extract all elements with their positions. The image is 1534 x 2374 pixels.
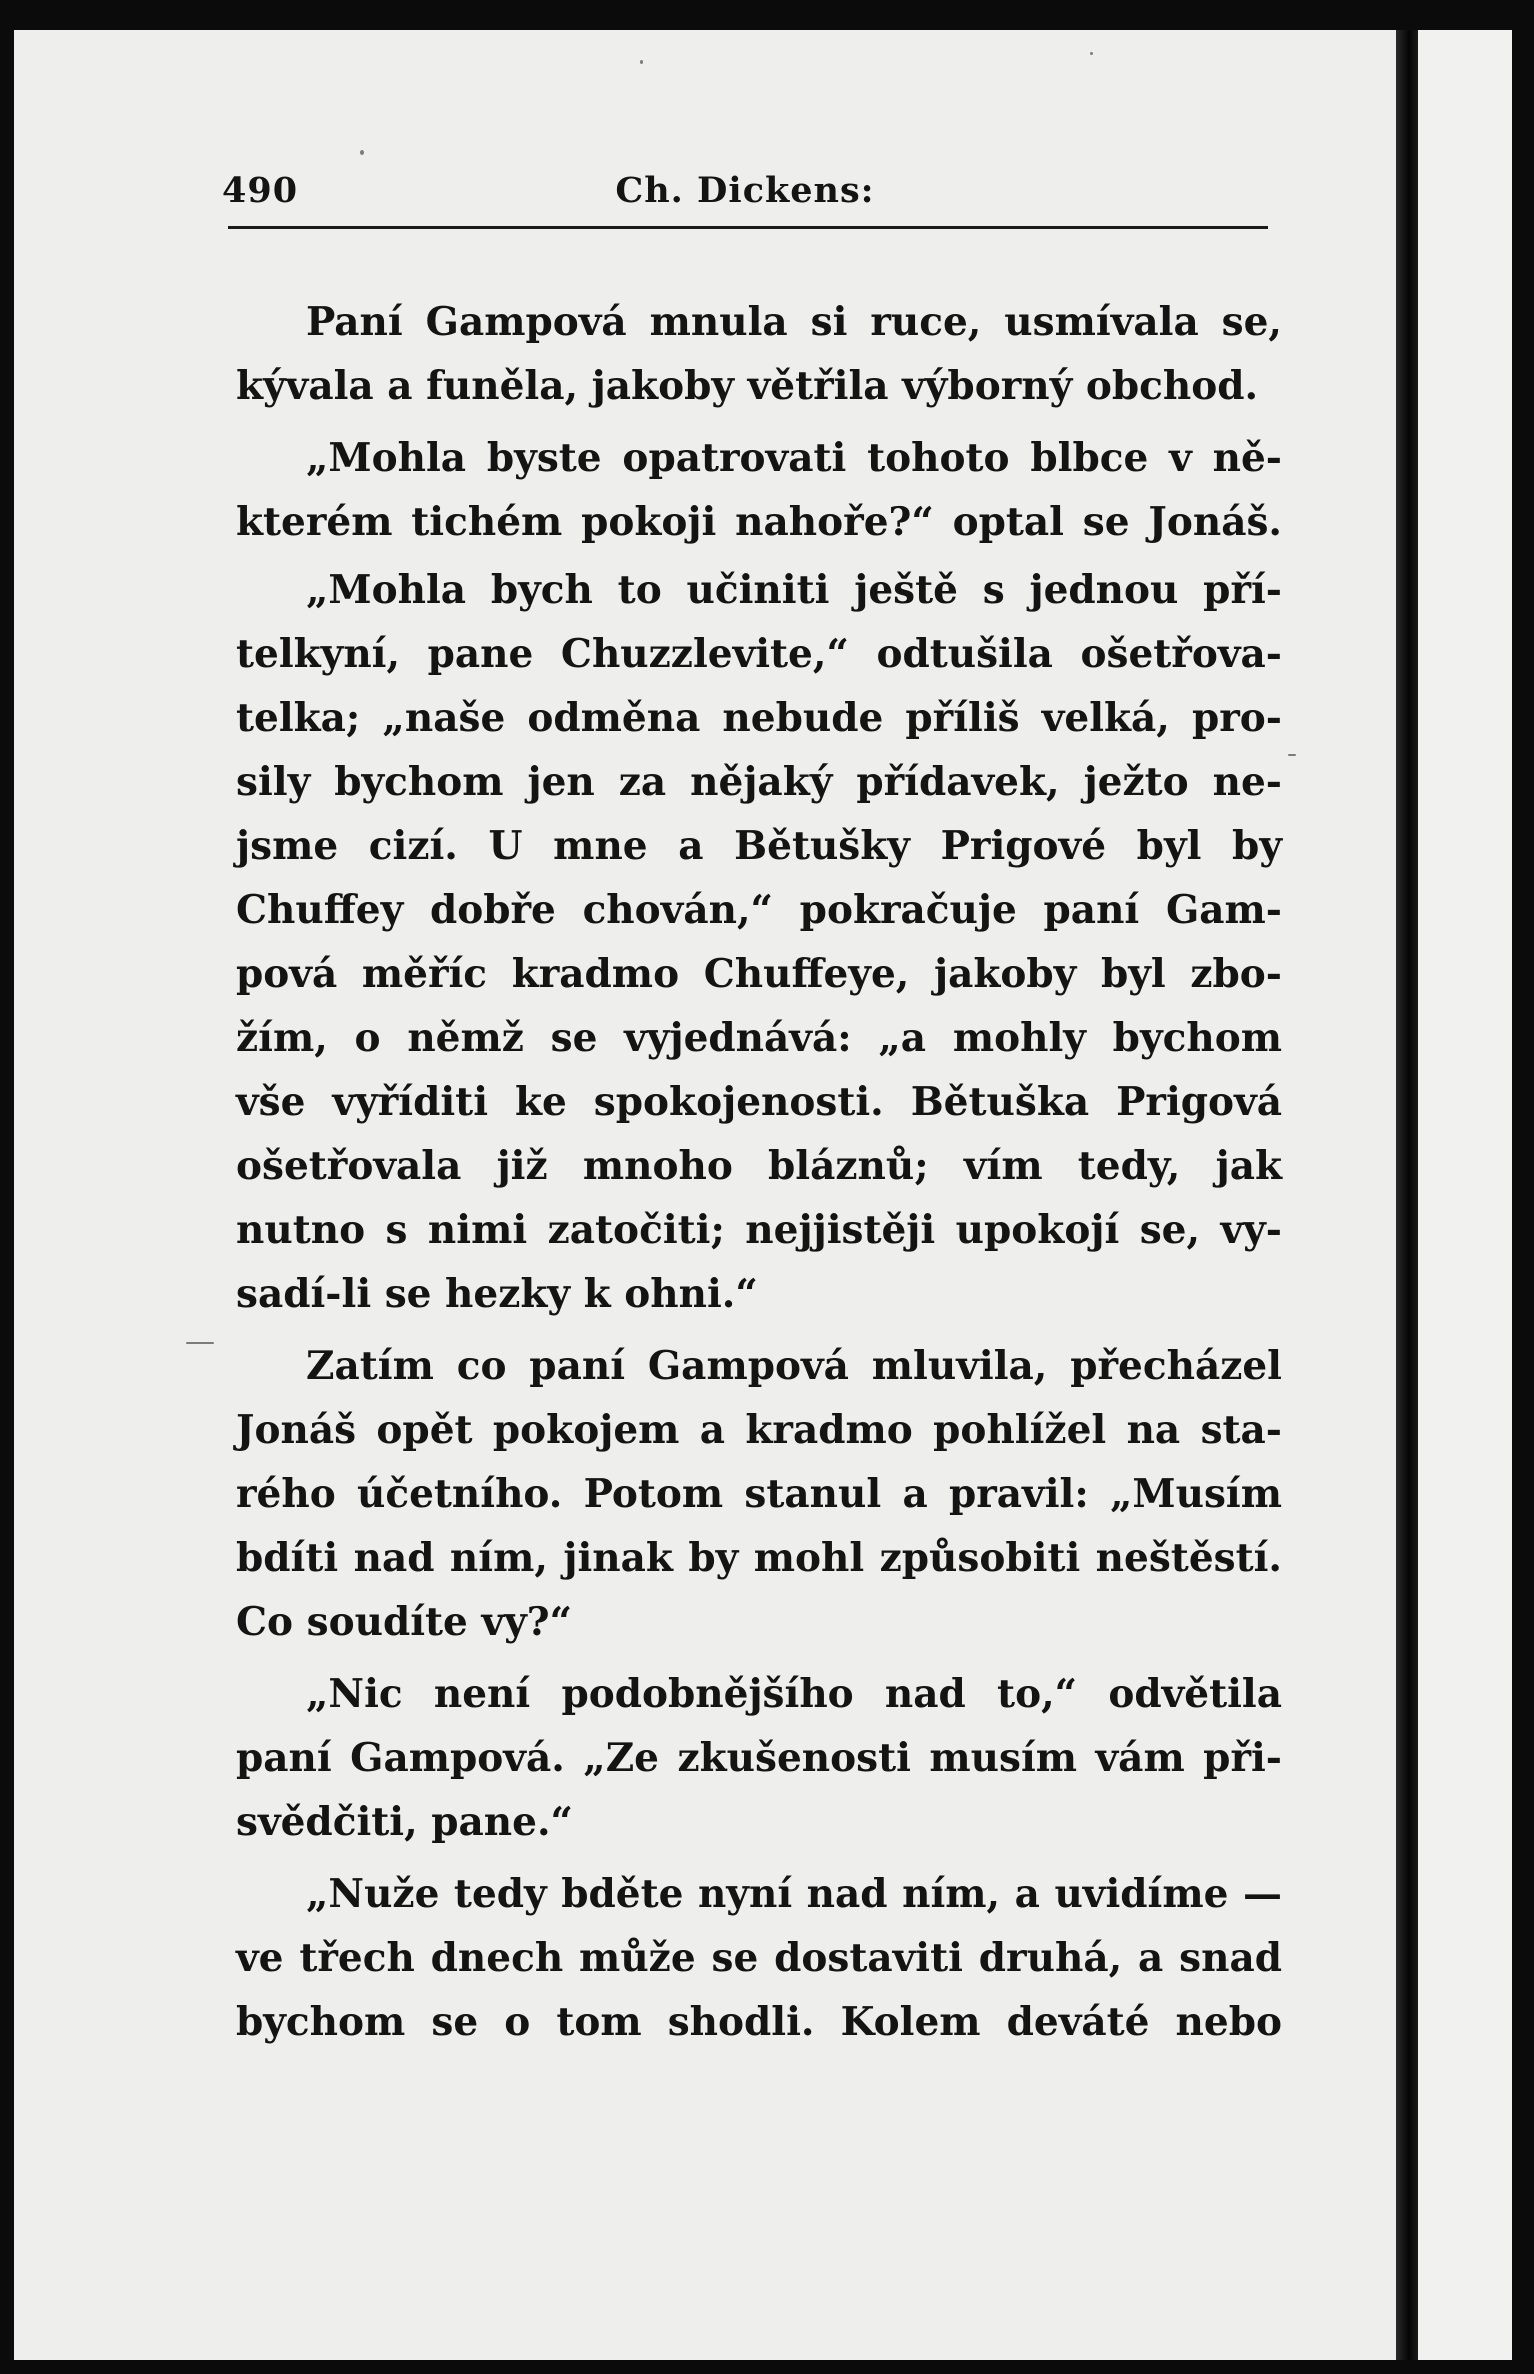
text-line: kývala a funěla, jakoby větřila výborný obchod. <box>236 363 1259 409</box>
text-line: paní Gampová. „Ze zkušenosti musím vám při- <box>236 1735 1282 1781</box>
text-line: žím, o němž se vyjednává: „a mohly bychom <box>236 1015 1282 1061</box>
text-line: jsme cizí. U mne a Bětušky Prigové byl by <box>236 823 1282 869</box>
text-line: sily bychom jen za nějaký přídavek, ježto ne- <box>236 759 1282 805</box>
text-line: „Mohla bych to učiniti ještě s jednou pří- <box>306 567 1282 613</box>
text-line: bychom se o tom shodli. Kolem deváté nebo <box>236 1999 1282 2045</box>
page-header <box>222 170 1268 228</box>
text-line: bdíti nad ním, jinak by mohl způsobiti neštěstí. <box>236 1535 1282 1581</box>
text-line: nutno s nimi zatočiti; nejjistěji upokojí se, vy- <box>236 1207 1282 1253</box>
text-line: Chuffey dobře chován,“ pokračuje paní Gam- <box>236 887 1282 933</box>
text-line: Zatím co paní Gampová mluvila, přecházel <box>306 1343 1282 1389</box>
text-line: rého účetního. Potom stanul a pravil: „Musím <box>236 1471 1282 1517</box>
text-line: vše vyříditi ke spokojenosti. Bětuška Prigová <box>236 1079 1282 1125</box>
text-line: svědčiti, pane.“ <box>236 1799 573 1845</box>
text-line: telka; „naše odměna nebude příliš velká, pro- <box>236 695 1282 741</box>
paper-speck <box>186 1342 214 1344</box>
paper-speck <box>1288 754 1296 756</box>
paper-speck <box>640 60 643 64</box>
text-line: kterém tichém pokoji nahoře?“ optal se Jonáš. <box>236 499 1282 545</box>
text-line: telkyní, pane Chuzzlevite,“ odtušila ošetřova- <box>236 631 1282 677</box>
paper-speck <box>1090 52 1093 55</box>
book-spine-shadow <box>1396 30 1418 2360</box>
header-rule <box>228 226 1268 229</box>
text-line: ošetřovala již mnoho bláznů; vím tedy, jak <box>236 1143 1282 1189</box>
text-line: Jonáš opět pokojem a kradmo pohlížel na sta- <box>236 1407 1282 1453</box>
page-number: 490 <box>222 170 299 211</box>
text-line: „Nuže tedy bděte nyní nad ním, a uvidíme — <box>306 1871 1282 1917</box>
text-line: „Mohla byste opatrovati tohoto blbce v ně- <box>306 435 1282 481</box>
paper-speck <box>360 150 364 155</box>
text-line: pová měříc kradmo Chuffeye, jakoby byl zbo- <box>236 951 1282 997</box>
text-line: „Nic není podobnějšího nad to,“ odvětila <box>306 1671 1282 1717</box>
running-head: Ch. Dickens: <box>615 170 875 211</box>
text-line: ve třech dnech může se dostaviti druhá, a snad <box>236 1935 1282 1981</box>
text-line: sadí-li se hezky k ohni.“ <box>236 1271 758 1317</box>
adjacent-page-edge <box>1418 30 1512 2360</box>
text-line: Paní Gampová mnula si ruce, usmívala se, <box>306 299 1282 345</box>
body-text <box>236 290 1282 2054</box>
text-line: Co soudíte vy?“ <box>236 1599 573 1645</box>
